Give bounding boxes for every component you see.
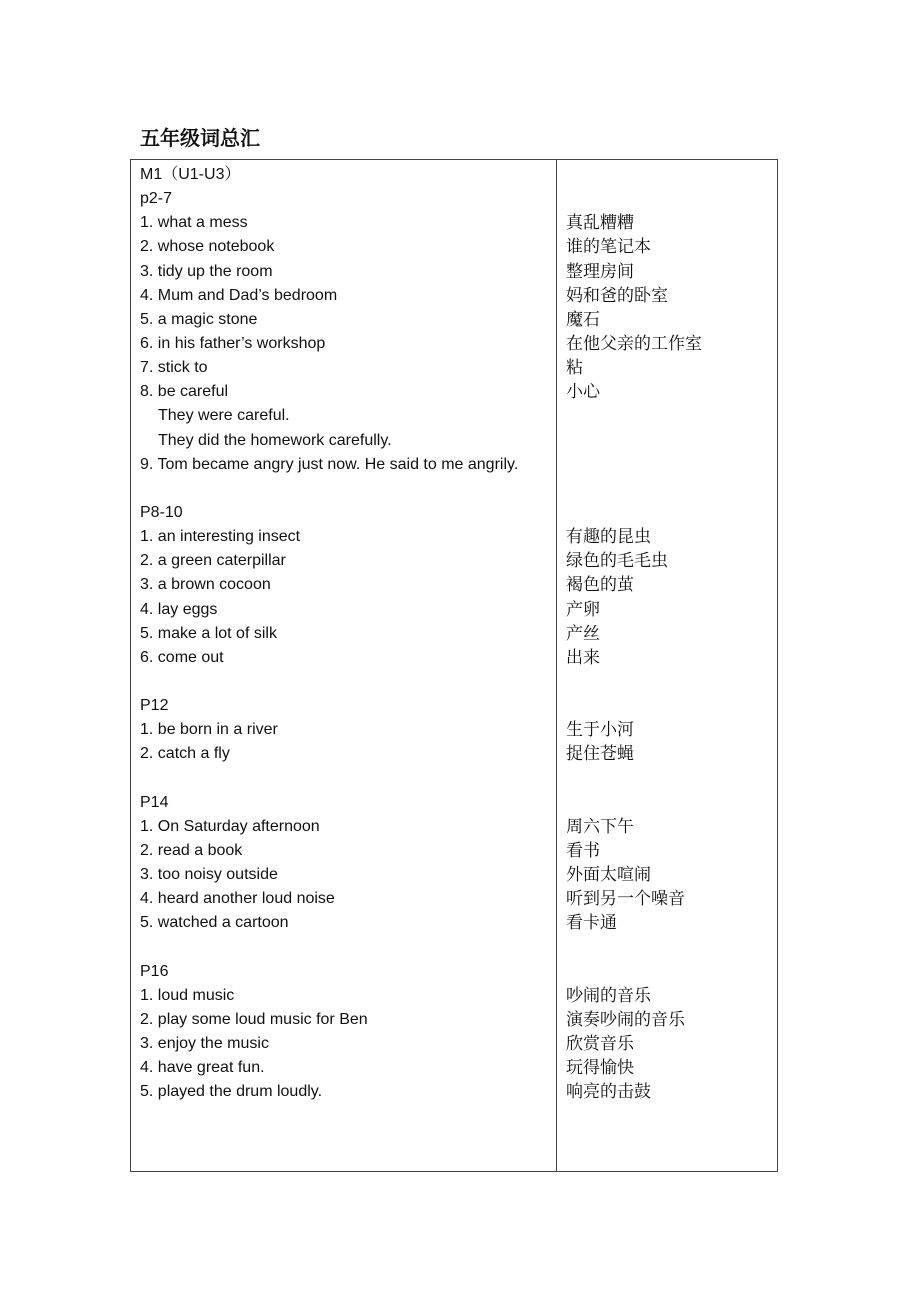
vocab-chinese: 听到另一个噪音 [566,889,685,910]
section-heading: P14 [140,793,169,811]
vocab-english: 1. loud music [140,986,235,1004]
vocab-english: 5. watched a cartoon [140,914,289,932]
vocab-english: 5. played the drum loudly. [140,1083,323,1101]
vocab-chinese: 外面太喧闹 [566,865,651,886]
vocab-chinese: 妈和爸的卧室 [566,285,668,306]
chinese-column [566,163,776,1104]
vocab-english: They were careful. [158,407,290,425]
section-heading: P16 [140,962,169,980]
section-heading: P12 [140,697,169,715]
vocab-english: 6. come out [140,648,224,666]
vocab-english: 2. read a book [140,841,243,859]
vocab-chinese: 生于小河 [566,720,634,741]
vocab-english: 4. Mum and Dad’s bedroom [140,286,338,304]
vocab-english: 5. make a lot of silk [140,624,277,642]
vocab-chinese: 有趣的昆虫 [566,527,651,548]
blank-line [566,477,776,501]
blank-line [140,767,552,791]
vocab-english: 1. what a mess [140,214,248,232]
vocab-chinese: 周六下午 [566,816,634,837]
section-heading: P8-10 [140,503,183,521]
vocab-chinese: 出来 [566,647,600,668]
vocab-english: 4. lay eggs [140,600,218,618]
vocab-english: 1. an interesting insect [140,528,301,546]
module-heading: M1（U1-U3） [140,166,241,183]
vocab-chinese: 产卵 [566,599,600,620]
vocab-chinese: 小心 [566,382,600,403]
vocab-english: 5. a magic stone [140,310,258,328]
vocab-english: 8. be careful [140,383,229,401]
vocab-english: 3. enjoy the music [140,1035,269,1053]
vocab-chinese: 绿色的毛毛虫 [566,551,668,572]
blank-line [566,670,776,694]
vocab-chinese: 真乱糟糟 [566,213,634,234]
vocab-chinese: 在他父亲的工作室 [566,333,702,354]
section-heading-spacer [566,960,776,984]
blank-line [566,767,776,791]
vocab-chinese: 捉住苍蝇 [566,744,634,765]
vocab-english: 2. catch a fly [140,745,230,763]
section-heading: p2-7 [140,190,173,208]
vocab-chinese: 整理房间 [566,261,634,282]
blank-line [140,477,552,501]
page-title: 五年级词总汇 [140,126,260,150]
section-heading-spacer [566,187,776,211]
vocab-chinese: 谁的笔记本 [566,237,651,258]
vocab-chinese [566,453,776,477]
vocab-english: 2. whose notebook [140,238,275,256]
vocab-chinese: 演奏吵闹的音乐 [566,1009,685,1030]
blank-line [140,670,552,694]
section-heading-spacer [566,791,776,815]
vocab-english: 1. be born in a river [140,721,278,739]
blank-line [140,936,552,960]
vocab-chinese: 欣赏音乐 [566,1034,634,1055]
vocab-english: 6. in his father’s workshop [140,334,326,352]
vocab-chinese: 吵闹的音乐 [566,985,651,1006]
vocab-chinese [566,404,776,428]
vocab-english: 9. Tom became angry just now. He said to me angrily. [140,455,519,473]
vocab-english: 3. a brown cocoon [140,576,271,594]
vocab-chinese: 魔石 [566,309,600,330]
vocab-english: 2. play some loud music for Ben [140,1010,368,1028]
vocabulary-table [130,159,778,1172]
vocab-chinese: 产丝 [566,623,600,644]
vocab-chinese: 粘 [566,358,583,379]
vocab-english: 3. tidy up the room [140,262,273,280]
vocab-english: 2. a green caterpillar [140,552,286,570]
vocab-english: 4. have great fun. [140,1059,265,1077]
section-heading-spacer [566,501,776,525]
vocab-english: 7. stick to [140,359,208,377]
vocab-chinese: 响亮的击鼓 [566,1082,651,1103]
vocab-english: 4. heard another loud noise [140,890,335,908]
blank-line [566,936,776,960]
vocab-english: 1. On Saturday afternoon [140,817,320,835]
english-column [140,163,552,1104]
vocab-chinese: 看书 [566,840,600,861]
vocab-english: They did the homework carefully. [158,431,392,449]
vocab-chinese: 玩得愉快 [566,1058,634,1079]
module-heading-spacer [566,163,776,187]
vocab-chinese: 褐色的茧 [566,575,634,596]
section-heading-spacer [566,694,776,718]
vocab-chinese [566,429,776,453]
vocab-english: 3. too noisy outside [140,866,278,884]
vocab-chinese: 看卡通 [566,913,617,934]
column-divider [556,160,557,1171]
